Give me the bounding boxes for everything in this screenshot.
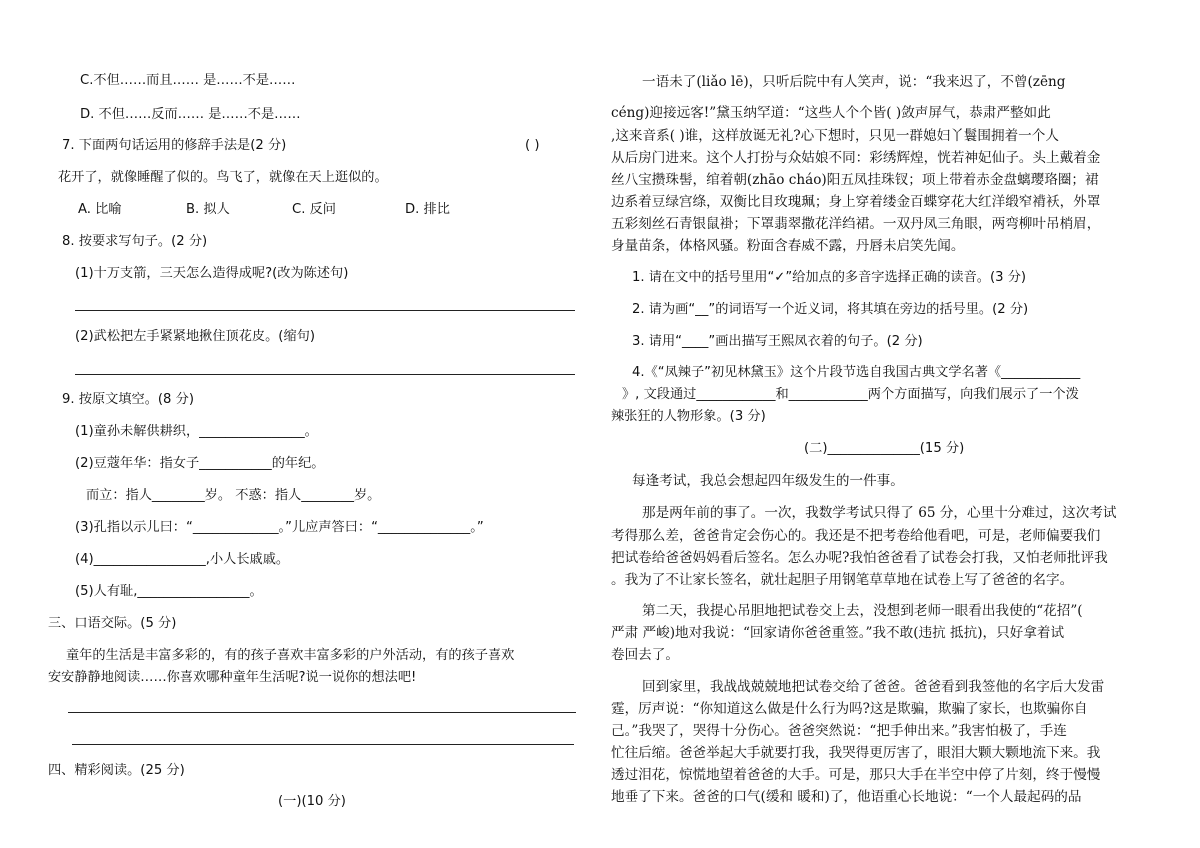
passage-1-line: 边系着豆绿宫绦，双衡比目玫瑰珮；身上穿着缕金百蝶穿花大红洋缎窄褙袄，外罩 — [611, 194, 1101, 210]
q9-item-3: (3)孔指以示儿曰：“_____________。”儿应声答曰：“______________。” — [75, 520, 484, 535]
q9-item-1: (1)童孙未解供耕织，________________。 — [75, 424, 318, 439]
passage-2-para-1-line: 考得那么差，爸爸肯定会伤心的。我还是不把考卷给他看吧，可是，老师偏要我们 — [611, 528, 1101, 544]
section-3-prompt-line-1: 童年的生活是丰富多彩的，有的孩子喜欢丰富多彩的户外活动，有的孩子喜欢 — [66, 648, 515, 663]
passage-1-line: céng)迎接远客!”黛玉纳罕道：“这些人个个皆( )敛声屏气，恭肃严整如此 — [611, 105, 1051, 121]
passage-1-line: 身量苗条，体格风骚。粉面含春威不露，丹唇未启笑先闻。 — [611, 238, 965, 254]
q7-option-d[interactable]: D. 排比 — [405, 202, 450, 217]
passage-1-line: 丝八宝攒珠髻，绾着朝(zhāo cháo)阳五凤挂珠钗；项上带着赤金盘螭璎珞圈；裙 — [611, 172, 1099, 188]
passage-2-para-3-line: 回到家里，我战战兢兢地把试卷交给了爸爸。爸爸看到我签他的名字后大发雷 — [642, 679, 1105, 695]
q7-answer-paren[interactable]: ( ) — [525, 138, 540, 153]
passage-2-para-2-line: 第二天，我提心吊胆地把试卷交上去，没想到老师一眼看出我使的“花招”( — [642, 603, 1083, 619]
q6-option-c: C.不但……而且…… 是……不是…… — [80, 73, 296, 88]
part-1-title: (一)(10 分) — [278, 794, 346, 809]
passage-2-para-2-line: 严肃 严峻)地对我说：“回家请你爸爸重签。”我不敢(违抗 抵抗)，只好拿着试 — [611, 625, 1065, 641]
reading-q1: 1. 请在文中的括号里用“✓”给加点的多音字选择正确的读音。(3 分) — [632, 270, 1027, 285]
q7-option-a[interactable]: A. 比喻 — [78, 202, 122, 217]
reading-q2: 2. 请为画“__”的词语写一个近义词，将其填在旁边的括号里。(2 分) — [632, 302, 1029, 317]
q7-title: 7. 下面两句话运用的修辞手法是(2 分) — [62, 138, 287, 153]
reading-q4-line-1: 4.《“凤辣子”初见林黛玉》这个片段节选自我国古典文学名著《____________ — [632, 365, 1081, 380]
passage-2-para-3-line: 透过泪花，惊慌地望着爸爸的大手。可是，那只大手在半空中停了片刻，终于慢慢 — [611, 767, 1101, 783]
passage-2-para-1-line: 。我为了不让家长签名，就壮起胆子用钢笔草草地在试卷上写了爸爸的名字。 — [611, 572, 1074, 588]
q9-item-5: (5)人有耻,_________________。 — [75, 584, 263, 599]
section-4-title: 四、精彩阅读。(25 分) — [48, 763, 185, 778]
passage-2-para-1-line: 那是两年前的事了。一次，我数学考试只得了 65 分，心里十分难过，这次考试 — [642, 505, 1117, 521]
section-3-answer-line-2[interactable] — [72, 744, 574, 745]
passage-1-line: 一语未了(liǎo lē)，只听后院中有人笑声，说：“我来迟了，不曾(zēng — [642, 74, 1066, 90]
passage-2-para-1-line: 把试卷给爸爸妈妈看后签名。怎么办呢?我怕爸爸看了试卷会打我，又怕老师批评我 — [611, 550, 1108, 566]
section-3-answer-line-1[interactable] — [68, 712, 576, 713]
q9-item-2b: 而立：指人________岁。 不惑：指人________岁。 — [86, 488, 381, 503]
passage-1-line: ,这来音系( )谁，这样放诞无礼?心下想时，只见一群媳妇丫鬟围拥着一个人 — [611, 128, 1059, 144]
q9-title: 9. 按原文填空。(8 分) — [62, 392, 194, 407]
section-3-prompt-line-2: 安安静静地阅读……你喜欢哪种童年生活呢?说一说你的想法吧! — [48, 670, 417, 685]
q7-option-b[interactable]: B. 拟人 — [186, 202, 230, 217]
reading-q4-line-2: 》, 文段通过____________和____________两个方面描写，向我们展示了一个泼 — [622, 387, 1079, 402]
passage-1-line: 从后房门进来。这个人打扮与众姑娘不同：彩绣辉煌，恍若神妃仙子。头上戴着金 — [611, 150, 1101, 166]
part-2-title: (二)______________(15 分) — [804, 441, 965, 456]
passage-2-para-3-line: 己。”我哭了，哭得十分伤心。爸爸突然说：“把手伸出来。”我害怕极了，手连 — [611, 723, 1067, 739]
q8-item-1: (1)十万支箭，三天怎么造得成呢?(改为陈述句) — [75, 266, 349, 281]
q7-option-c[interactable]: C. 反问 — [292, 202, 336, 217]
q9-item-2: (2)豆蔻年华：指女子___________的年纪。 — [75, 456, 325, 471]
passage-1-line: 五彩刻丝石青银鼠褂；下罩翡翠撒花洋绉裙。一双丹凤三角眼，两弯柳叶吊梢眉， — [611, 216, 1101, 232]
q8-title: 8. 按要求写句子。(2 分) — [62, 234, 208, 249]
q8-item-2: (2)武松把左手紧紧地揪住顶花皮。(缩句) — [75, 329, 315, 344]
passage-2-para-3-line: 霆，厉声说：“你知道这么做是什么行为吗?这是欺骗，欺骗了家长，也欺骗你自 — [611, 701, 1088, 717]
q8-answer-line-1[interactable] — [75, 310, 575, 311]
passage-2-intro: 每逢考试，我总会想起四年级发生的一件事。 — [632, 473, 904, 489]
passage-2-para-3-line: 地垂了下来。爸爸的口气(缓和 暖和)了，他语重心长地说：“一个人最起码的品 — [611, 789, 1082, 805]
passage-2-para-3-line: 忙往后缩。爸爸举起大手就要打我，我哭得更厉害了，眼泪大颗大颗地流下来。我 — [611, 745, 1101, 761]
reading-q4-line-3: 辣张狂的人物形象。(3 分) — [611, 409, 766, 424]
q6-option-d: D. 不但……反而…… 是……不是…… — [80, 107, 301, 122]
q7-sentence: 花开了，就像睡醒了似的。鸟飞了，就像在天上逛似的。 — [58, 170, 388, 185]
q8-answer-line-2[interactable] — [75, 374, 575, 375]
reading-q3: 3. 请用“____”画出描写王熙凤衣着的句子。(2 分) — [632, 334, 923, 349]
section-3-title: 三、口语交际。(5 分) — [48, 616, 177, 631]
passage-2-para-2-line: 卷回去了。 — [611, 647, 679, 663]
q9-item-4: (4)_________________,小人长戚戚。 — [75, 552, 290, 567]
